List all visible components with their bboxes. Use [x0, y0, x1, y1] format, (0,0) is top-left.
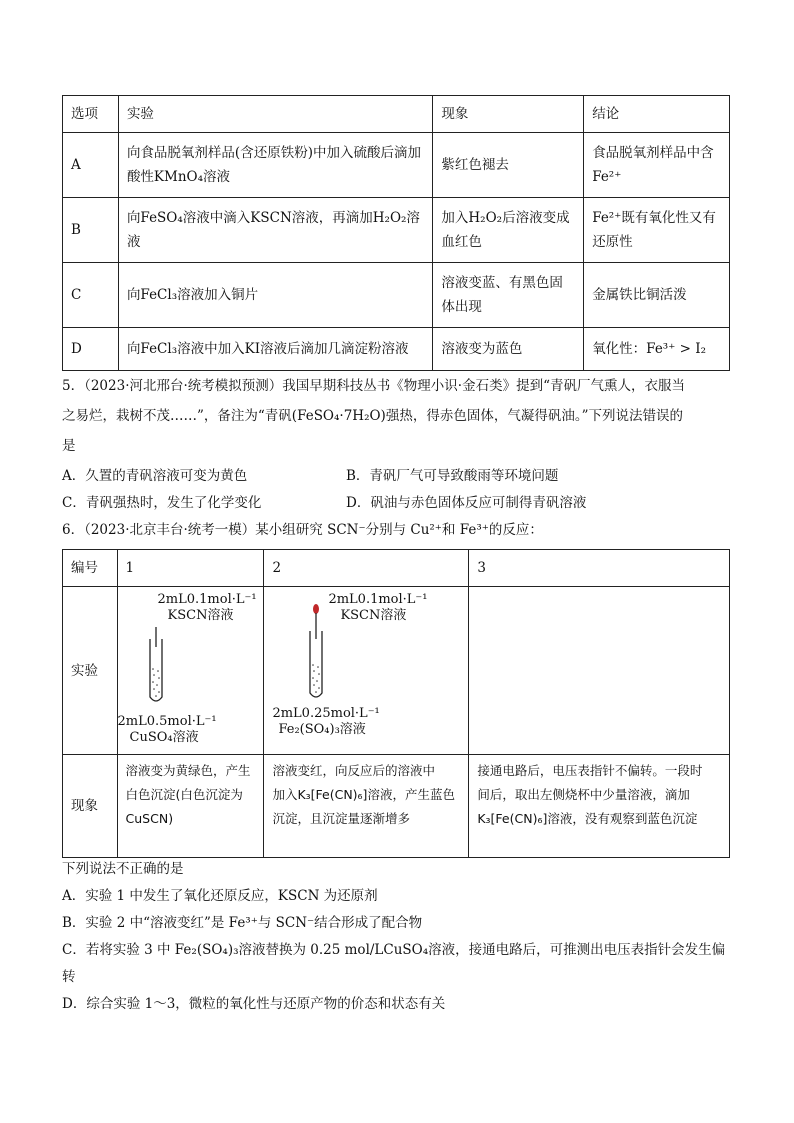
table-row — [63, 198, 730, 263]
q5-option-a: A．久置的青矾溶液可变为黄色 — [62, 468, 248, 484]
conclusion-cell: 氧化性：Fe³⁺ > I₂ — [584, 328, 730, 371]
header-cell: 结论 — [584, 96, 730, 133]
phenomenon-line: 沉淀，且沉淀量逐渐增多 — [272, 811, 410, 826]
phenomenon-line: 溶液变为黄绿色，产生 — [125, 763, 251, 778]
table-row — [63, 133, 730, 198]
header-cell: 3 — [469, 550, 730, 587]
row-label: 实验 — [63, 587, 118, 755]
option-cell: B — [63, 198, 119, 263]
exp1-reagent-top-1: 2mL0.1mol·L⁻¹ — [157, 592, 257, 607]
header-cell: 现象 — [433, 96, 584, 133]
phenomenon-cell: 溶液变蓝、有黑色固体出现 — [433, 263, 584, 328]
row-label: 现象 — [63, 755, 118, 858]
options-table — [62, 95, 730, 371]
phenomenon-line: K₃[Fe(CN)₆]溶液，没有观察到蓝色沉淀 — [477, 811, 698, 826]
q6-question: 下列说法不正确的是 — [62, 861, 184, 877]
phenomenon-3-cell — [469, 755, 730, 858]
q5-option-c: C．青矾强热时，发生了化学变化 — [62, 495, 262, 511]
option-cell: A — [63, 133, 119, 198]
experiment-3-cell — [469, 587, 730, 755]
conclusion-cell: 金属铁比铜活泼 — [584, 263, 730, 328]
test-tube-icon — [144, 627, 168, 707]
table-header-row — [63, 96, 730, 133]
option-cell: D — [63, 328, 119, 371]
phenomenon-line: 白色沉淀(白色沉淀为 — [125, 787, 243, 802]
q6-option-c-line1: C．若将实验 3 中 Fe₂(SO₄)₃溶液替换为 0.25 mol/LCuSO₄溶液，接通电路后，可推测出电压表指针会发生偏 — [62, 942, 726, 958]
exp2-reagent-top-1: 2mL0.1mol·L⁻¹ — [328, 592, 428, 607]
phenomenon-line: 溶液变红，向反应后的溶液中 — [272, 763, 435, 778]
exp2-reagent-bottom-1: 2mL0.25mol·L⁻¹ — [272, 706, 380, 721]
table-row — [63, 263, 730, 328]
q5-stem-line3: 是 — [62, 438, 76, 454]
q6-option-c-line2: 转 — [62, 969, 76, 985]
table-header-row — [63, 550, 730, 587]
q6-option-a: A．实验 1 中发生了氧化还原反应，KSCN 为还原剂 — [62, 888, 378, 904]
phenomenon-cell: 加入H₂O₂后溶液变成血红色 — [433, 198, 584, 263]
phenomenon-cell: 紫红色褪去 — [433, 133, 584, 198]
phenomenon-1-cell — [117, 755, 264, 858]
q5-option-b: B．青矾厂气可导致酸雨等环境问题 — [346, 468, 559, 484]
exp1-reagent-bottom-2: CuSO₄溶液 — [129, 730, 199, 745]
exp2-reagent-top-2: KSCN溶液 — [340, 608, 407, 623]
q5-option-d: D．矾油与赤色固体反应可制得青矾溶液 — [346, 495, 587, 511]
experiment-cell: 向食品脱氧剂样品(含还原铁粉)中加入硫酸后滴加酸性KMnO₄溶液 — [118, 133, 432, 198]
exp1-reagent-top-2: KSCN溶液 — [167, 608, 234, 623]
experiment-cell: 向FeSO₄溶液中滴入KSCN溶液，再滴加H₂O₂溶液 — [118, 198, 432, 263]
exp1-reagent-bottom-1: 2mL0.5mol·L⁻¹ — [117, 714, 217, 729]
header-cell: 1 — [117, 550, 264, 587]
phenomenon-line: 间后，取出左侧烧杯中少量溶液，滴加 — [477, 787, 690, 802]
phenomenon-row — [63, 755, 730, 858]
phenomenon-line: CuSCN) — [125, 811, 174, 826]
table-row — [63, 328, 730, 371]
phenomenon-line: 加入K₃[Fe(CN)₆]溶液，产生蓝色 — [272, 787, 455, 802]
phenomenon-2-cell — [264, 755, 469, 858]
experiment-1-cell — [117, 587, 264, 755]
experiment-cell: 向FeCl₃溶液加入铜片 — [118, 263, 432, 328]
test-tube-dropper-icon — [304, 603, 328, 703]
header-cell: 选项 — [63, 96, 119, 133]
phenomenon-line: 接通电路后，电压表指针不偏转。一段时 — [477, 763, 703, 778]
experiment-2-cell — [264, 587, 469, 755]
header-cell: 实验 — [118, 96, 432, 133]
header-cell: 2 — [264, 550, 469, 587]
q6-intro: 6．（2023·北京丰台·统考一模）某小组研究 SCN⁻分别与 Cu²⁺和 Fe³⁺的反应： — [62, 522, 543, 538]
experiment-cell: 向FeCl₃溶液中加入KI溶液后滴加几滴淀粉溶液 — [118, 328, 432, 371]
q6-option-b: B．实验 2 中“溶液变红”是 Fe³⁺与 SCN⁻结合形成了配合物 — [62, 915, 423, 931]
q6-option-d: D．综合实验 1～3，微粒的氧化性与还原产物的价态和状态有关 — [62, 996, 446, 1012]
q5-stem-line2: 之易烂，栽树不茂……”，备注为“青矾(FeSO₄·7H₂O)强热，得赤色固体，气凝得矾油。”下列说法错误的 — [62, 408, 683, 424]
header-cell: 编号 — [63, 550, 118, 587]
option-cell: C — [63, 263, 119, 328]
q5-stem-line1: 5．（2023·河北邢台·统考模拟预测）我国早期科技丛书《物理小识·金石类》提到“青矾厂气熏人，衣服当 — [62, 378, 685, 394]
experiment-row — [63, 587, 730, 755]
conclusion-cell: 食品脱氧剂样品中含Fe²⁺ — [584, 133, 730, 198]
experiment-table — [62, 549, 730, 858]
conclusion-cell: Fe²⁺既有氧化性又有还原性 — [584, 198, 730, 263]
exp2-reagent-bottom-2: Fe₂(SO₄)₃溶液 — [278, 722, 366, 737]
phenomenon-cell: 溶液变为蓝色 — [433, 328, 584, 371]
